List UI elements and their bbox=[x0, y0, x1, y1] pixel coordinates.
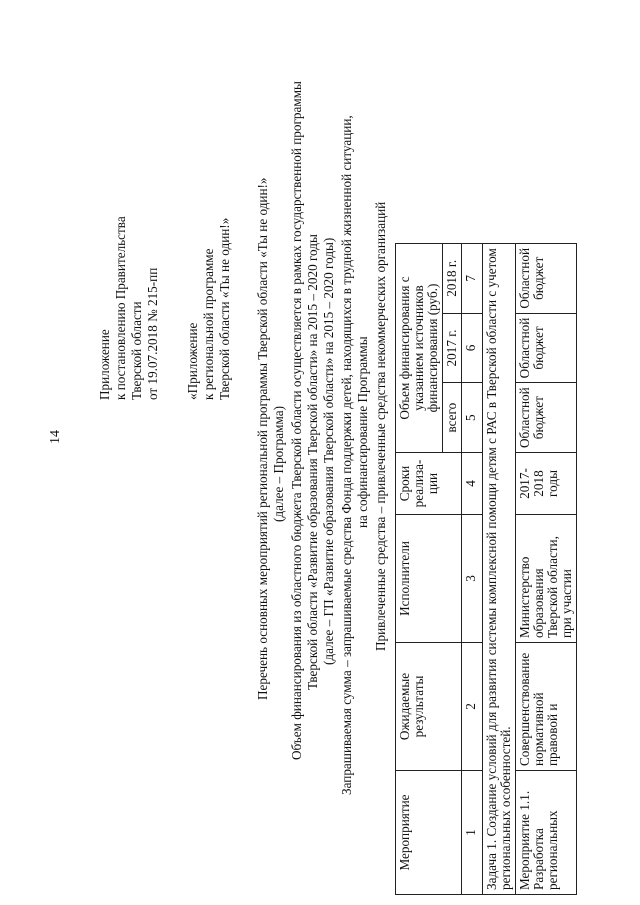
header-executors: Исполнители bbox=[396, 515, 462, 643]
header-total: всего bbox=[443, 383, 462, 453]
page-number: 14 bbox=[48, 430, 63, 444]
document-title: Перечень основных мероприятий региональной программы Тверской области «Ты не один!» bbox=[255, 177, 270, 700]
table-row bbox=[516, 243, 577, 894]
header-event: Мероприятие bbox=[396, 771, 462, 895]
requested-line-1: Запрашиваемая сумма – запрашиваемые средства Фонда поддержки детей, находящихся в трудной жизненной ситуации, bbox=[339, 115, 354, 795]
col-number: 6 bbox=[462, 313, 483, 383]
col-number: 7 bbox=[462, 243, 483, 313]
col-number: 5 bbox=[462, 383, 483, 453]
appendix-region: Тверской области bbox=[129, 301, 144, 400]
row-results: Совершенствование нормативной правовой и bbox=[516, 643, 577, 771]
appendix-label: Приложение bbox=[97, 329, 112, 400]
col-number: 1 bbox=[462, 771, 483, 895]
appendix-decree: к постановлению Правительства bbox=[113, 216, 128, 400]
sub-appendix-label: «Приложение bbox=[185, 322, 200, 400]
col-number: 3 bbox=[462, 515, 483, 643]
row-event: Мероприятие 1.1. Разработка региональных bbox=[516, 771, 577, 895]
requested-line-2: на софинансирование Программы bbox=[355, 336, 370, 528]
row-total: Областной бюджет bbox=[516, 383, 577, 453]
header-2017: 2017 г. bbox=[443, 313, 462, 383]
document-title-sub: (далее – Программа) bbox=[271, 406, 286, 522]
row-2018: Областной бюджет bbox=[516, 243, 577, 313]
financing-line-1: Объем финансирования из областного бюджета Тверской области осуществляется в рамках государственной программы bbox=[289, 81, 304, 760]
sub-appendix-title: Тверской области «Ты не один!» bbox=[217, 217, 232, 400]
sub-appendix-program: к региональной программе bbox=[201, 248, 216, 400]
header-2018: 2018 г. bbox=[443, 243, 462, 313]
column-number-row bbox=[462, 243, 483, 894]
events-table bbox=[395, 243, 577, 895]
row-terms: 2017-2018 годы bbox=[516, 453, 577, 515]
row-executors: Министерство образования Тверской области, при участии bbox=[516, 515, 577, 643]
col-number: 2 bbox=[462, 643, 483, 771]
appendix-date: от 19.07.2018 № 215-пп bbox=[145, 267, 160, 400]
rotated-page bbox=[62, 30, 637, 895]
header-results: Ожидаемые результаты bbox=[396, 643, 462, 771]
col-number: 4 bbox=[462, 453, 483, 515]
table-header-row bbox=[396, 243, 443, 894]
task-text: Задача 1. Создание условий для развития системы комплексной помощи детям с РАС в Тверской области с учетом региональных особенностей. bbox=[483, 243, 516, 894]
row-2017: Областной бюджет bbox=[516, 313, 577, 383]
header-terms: Сроки реализа-ции bbox=[396, 453, 462, 515]
task-row bbox=[483, 243, 516, 894]
financing-line-2: Тверской области «Развитие образования Тверской области» на 2015 – 2020 годы bbox=[305, 234, 320, 690]
attracted-funds-note: Привлеченные средства – привлеченные средства некоммерческих организаций bbox=[373, 201, 388, 651]
financing-line-3: (далее – ГП «Развитие образования Тверской области» на 2015 – 2020 годы) bbox=[321, 237, 336, 665]
header-funding: Объем финансирования с указанием источников финансирования (руб.) bbox=[396, 243, 443, 452]
